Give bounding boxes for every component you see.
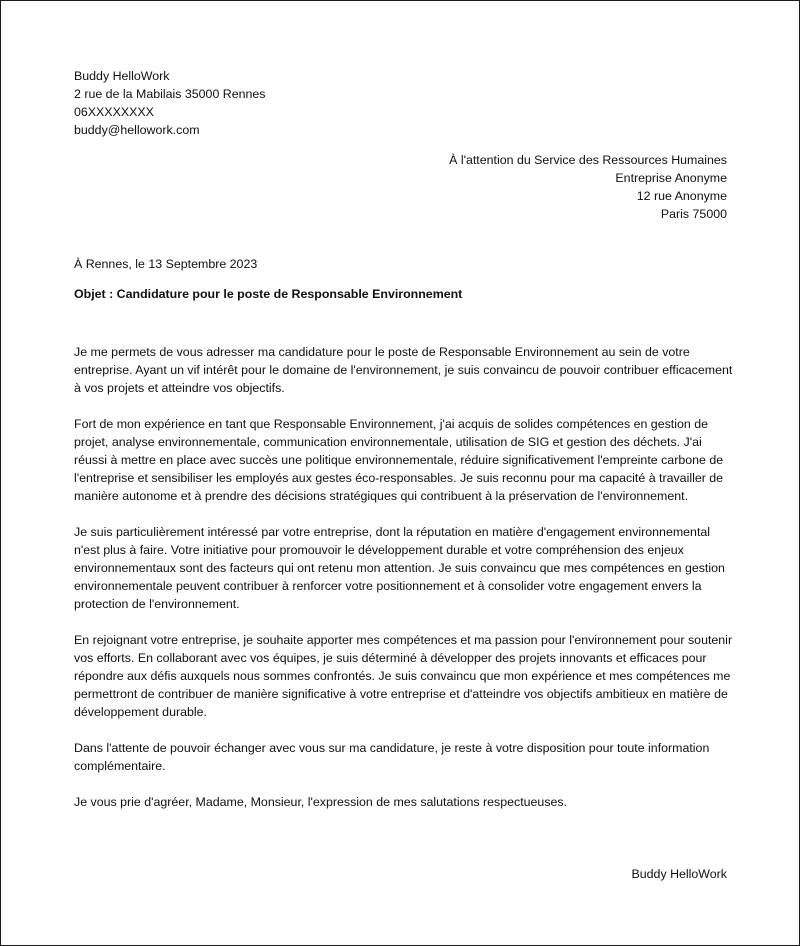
sender-name: Buddy HelloWork bbox=[74, 69, 170, 83]
body-paragraph: Je suis particulièrement intéressé par votre entreprise, dont la réputation en matière d'engagement environnemental n'est plus à faire. Votre initiative pour promouvoir le développement durable et votre compréhension des enjeux environnementaux sont des facteurs qui ont retenu mon attention. Je suis convaincu que mes compétences en gestion environnementale peuvent contribuer à renforcer votre positionnement et à consolider votre engagement envers la protection de l'environnement. bbox=[74, 525, 725, 611]
sender-address: 2 rue de la Mabilais 35000 Rennes bbox=[74, 87, 266, 101]
recipient-attention: À l'attention du Service des Ressources Humaines bbox=[449, 153, 727, 167]
body-paragraph: Dans l'attente de pouvoir échanger avec vous sur ma candidature, je reste à votre disposition pour toute information complémentaire. bbox=[74, 741, 710, 773]
body-paragraph: Je me permets de vous adresser ma candidature pour le poste de Responsable Environnement au sein de votre entreprise. Ayant un vif intérêt pour le domaine de l'environnement, je suis convaincu de pouvoir contribuer efficacement à vos projets et atteindre vos objectifs. bbox=[74, 345, 733, 395]
recipient-company: Entreprise Anonyme bbox=[615, 171, 727, 185]
sender-email: buddy@hellowork.com bbox=[74, 123, 200, 137]
letter-date: À Rennes, le 13 Septembre 2023 bbox=[74, 257, 258, 271]
letter-subject: Objet : Candidature pour le poste de Responsable Environnement bbox=[74, 287, 463, 301]
sender-phone: 06XXXXXXXX bbox=[74, 105, 154, 119]
recipient-block bbox=[449, 151, 727, 223]
letter-body bbox=[74, 343, 734, 829]
signature: Buddy HelloWork bbox=[631, 867, 727, 881]
recipient-street: 12 rue Anonyme bbox=[636, 189, 727, 203]
body-paragraph: Fort de mon expérience en tant que Responsable Environnement, j'ai acquis de solides compétences en gestion de projet, analyse environnementale, communication environnementale, utilisation de SIG et gestion des déchets. J'ai réussi à mettre en place avec succès une politique environnementale, réduire significativement l'empreinte carbone de l'entreprise et sensibiliser les employés aux gestes éco-responsables. Je suis reconnu pour ma capacité à travailler de manière autonome et à prendre des décisions stratégiques qui contribuent à la préservation de l'environnement. bbox=[74, 417, 724, 503]
sender-block bbox=[74, 67, 266, 139]
recipient-city: Paris 75000 bbox=[660, 207, 727, 221]
closing-paragraph: Je vous prie d'agréer, Madame, Monsieur, l'expression de mes salutations respectueuses. bbox=[74, 795, 568, 809]
body-paragraph: En rejoignant votre entreprise, je souhaite apporter mes compétences et ma passion pour l'environnement pour soutenir vos efforts. En collaborant avec vos équipes, je suis déterminé à développer des projets innovants et efficaces pour répondre aux défis auxquels nous sommes confrontés. Je suis convaincu que mon expérience et mes compétences me permettront de contribuer de manière significative à votre entreprise et d'atteindre vos objectifs ambitieux en matière de développement durable. bbox=[74, 633, 733, 719]
